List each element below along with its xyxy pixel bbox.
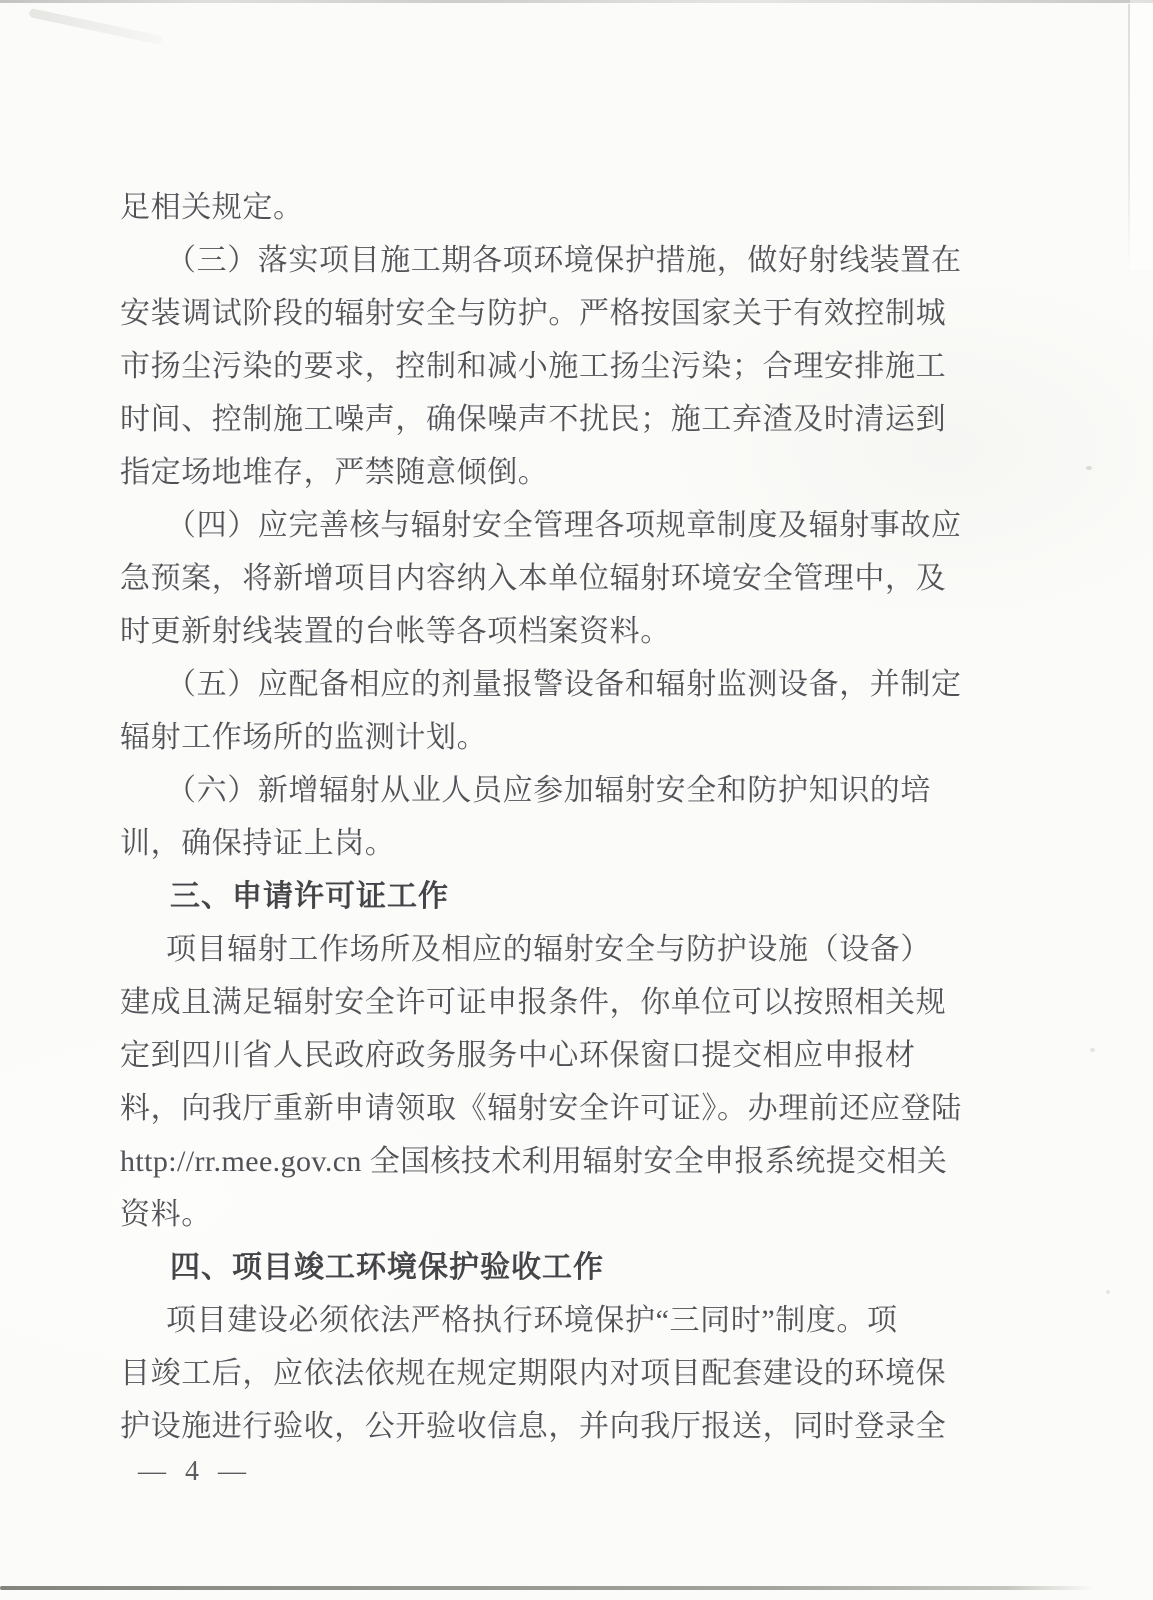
document-line: 项目辐射工作场所及相应的辐射安全与防护设施（设备） [166, 933, 931, 966]
document-line: 定到四川省人民政府政务服务中心环保窗口提交相应申报材 [120, 1039, 916, 1072]
document-line: 市扬尘污染的要求，控制和减小施工扬尘污染；合理安排施工 [120, 350, 947, 383]
document-line: 资料。 [120, 1198, 212, 1231]
document-line: （三）落实项目施工期各项环境保护措施，做好射线装置在 [166, 244, 962, 277]
scan-top-edge-line [0, 0, 1153, 3]
document-body [120, 181, 965, 1453]
document-line: 训，确保持证上岗。 [120, 827, 396, 860]
document-line: 急预案，将新增项目内容纳入本单位辐射环境安全管理中，及 [120, 562, 947, 595]
document-line: 安装调试阶段的辐射安全与防护。严格按国家关于有效控制城 [120, 297, 947, 330]
section-heading-completion-acceptance: 四、项目竣工环境保护验收工作 [170, 1251, 604, 1284]
document-line: 建成且满足辐射安全许可证申报条件，你单位可以按照相关规 [120, 986, 947, 1019]
document-line: （五）应配备相应的剂量报警设备和辐射监测设备，并制定 [166, 668, 962, 701]
document-line: 护设施进行验收，公开验收信息，并向我厅报送，同时登录全 [120, 1410, 947, 1443]
scan-smudge [29, 8, 163, 45]
scan-right-strip [1130, 0, 1153, 270]
document-line: 项目建设必须依法严格执行环境保护“三同时”制度。项 [166, 1304, 898, 1337]
section-heading-apply-license: 三、申请许可证工作 [170, 880, 449, 913]
document-line: （四）应完善核与辐射安全管理各项规章制度及辐射事故应 [166, 509, 962, 542]
document-line: （六）新增辐射从业人员应参加辐射安全和防护知识的培 [166, 774, 931, 807]
scan-speck [1106, 1290, 1110, 1294]
document-line: 辐射工作场所的监测计划。 [120, 721, 488, 754]
document-line-url: http://rr.mee.gov.cn 全国核技术利用辐射安全申报系统提交相关 [120, 1145, 948, 1178]
document-line: 目竣工后，应依法依规在规定期限内对项目配套建设的环境保 [120, 1357, 947, 1390]
document-line: 料，向我厅重新申请领取《辐射安全许可证》。办理前还应登陆 [120, 1092, 962, 1125]
page-number: — 4 — [138, 1456, 252, 1487]
document-line: 时更新射线装置的台帐等各项档案资料。 [120, 615, 671, 648]
scan-speck [1090, 1048, 1095, 1052]
document-line: 时间、控制施工噪声，确保噪声不扰民；施工弃渣及时清运到 [120, 403, 947, 436]
document-line: 指定场地堆存，严禁随意倾倒。 [120, 456, 549, 489]
scan-speck [1086, 466, 1092, 470]
scan-bottom-edge-line [0, 1586, 1095, 1590]
document-line: 足相关规定。 [120, 191, 304, 224]
